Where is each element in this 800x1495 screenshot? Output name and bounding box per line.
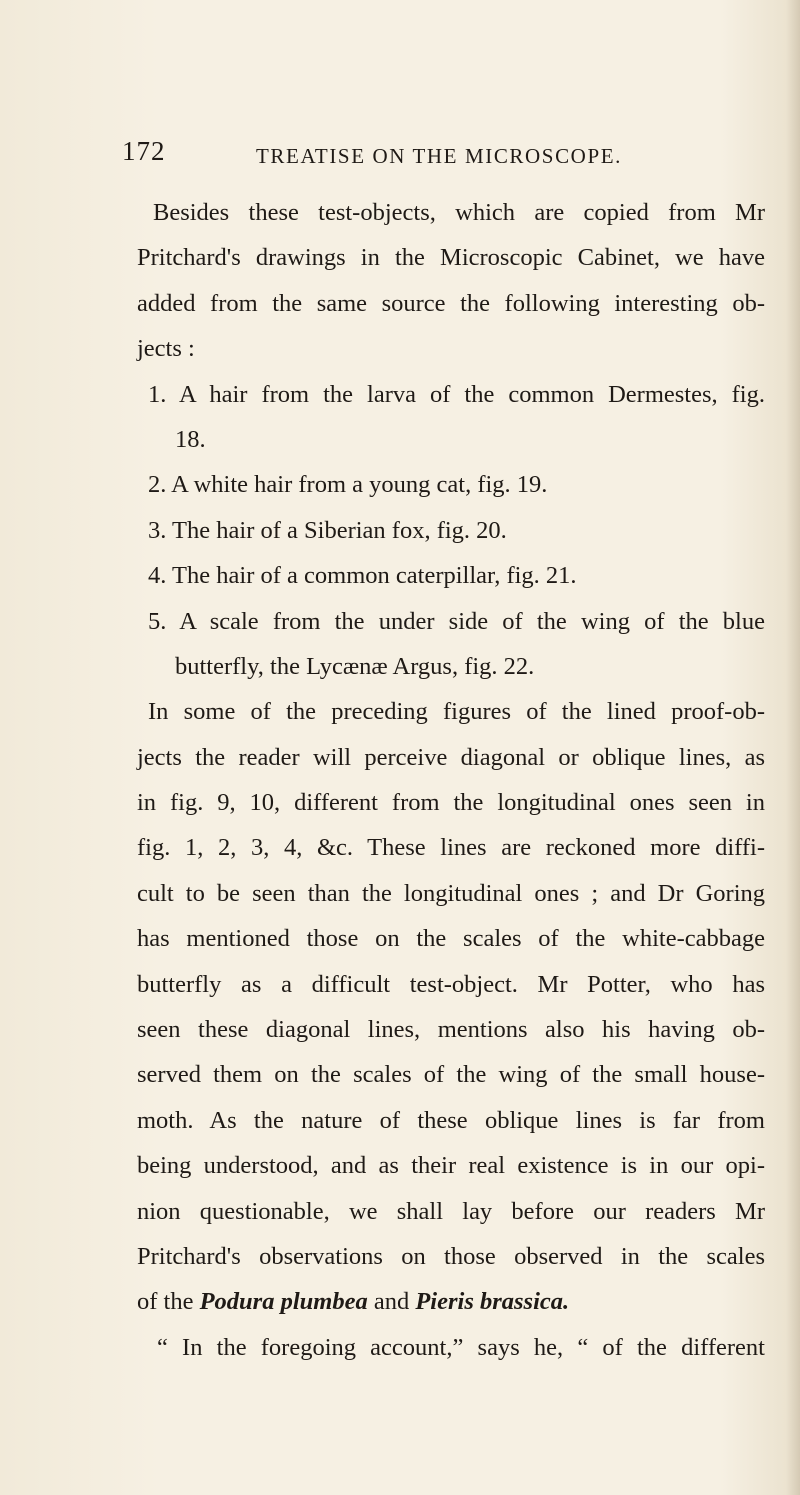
text-line: Pritchard's drawings in the Microscopic Cabinet, we have [137,244,765,272]
list-item: 3. The hair of a Siberian fox, fig. 20. [148,516,507,544]
text-line: In some of the preceding figures of the lined proof-ob- [148,698,765,726]
text-line: fig. 1, 2, 3, 4, &c. These lines are reckoned more diffi- [137,834,765,862]
text-line [137,1279,765,1324]
text-line: jects the reader will perceive diagonal or oblique lines, as [137,743,765,771]
list-item: 5. A scale from the under side of the wing of the blue [148,607,765,635]
body-text [137,190,765,1370]
text-line: served them on the scales of the wing of the small house- [137,1061,765,1089]
text-line: 18. [175,425,206,453]
text-segment: of the [137,1288,194,1316]
species-name: Podura plumbea [199,1288,368,1316]
text-line: jects : [137,335,195,363]
species-name: Pieris brassica. [415,1288,570,1316]
list-item: 1. A hair from the larva of the common Dermestes, fig. [148,380,765,408]
running-title: TREATISE ON THE MICROSCOPE. [256,144,623,168]
text-line: in fig. 9, 10, different from the longitudinal ones seen in [137,789,765,817]
list-item: 4. The hair of a common caterpillar, fig. 21. [148,562,577,590]
text-line: Pritchard's observations on those observed in the scales [137,1242,765,1270]
list-item: 2. A white hair from a young cat, fig. 19. [148,471,548,499]
text-line: has mentioned those on the scales of the white-cabbage [137,925,765,953]
text-line: cult to be seen than the longitudinal ones ; and Dr Goring [137,879,765,907]
text-segment: and [373,1288,410,1316]
page-edge-shadow [786,0,800,1495]
text-line: butterfly, the Lycænæ Argus, fig. 22. [175,652,535,680]
page-number: 172 [122,136,166,166]
text-line: seen these diagonal lines, mentions also his having ob- [137,1016,765,1044]
text-line: “ In the foregoing account,” says he, “ of the different [157,1333,765,1361]
text-line: Besides these test-objects, which are copied from Mr [153,199,765,226]
text-line: being understood, and as their real existence is in our opi- [137,1152,765,1180]
page-header [0,136,800,176]
text-line: added from the same source the following interesting ob- [137,289,765,317]
text-line: moth. As the nature of these oblique lines is far from [137,1106,765,1134]
text-line: nion questionable, we shall lay before our readers Mr [137,1197,765,1225]
text-line: butterfly as a difficult test-object. Mr Potter, who has [137,970,765,998]
